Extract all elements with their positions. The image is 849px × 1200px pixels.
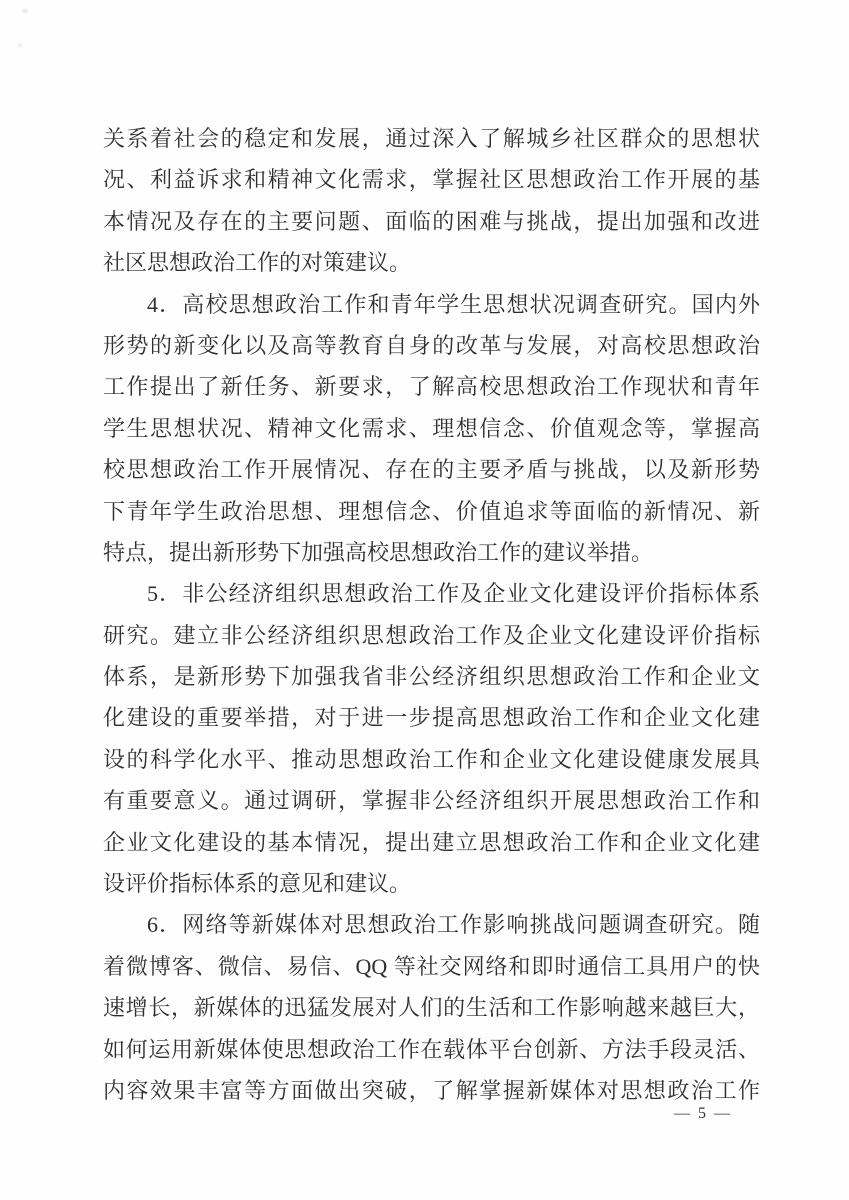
text-line: 6．网络等新媒体对思想政治工作影响挑战问题调查研究。随 <box>147 912 760 938</box>
text-line: 体系，是新形势下加强我省非公经济组织思想政治工作和企业文 <box>103 664 760 690</box>
text-line: 关系着社会的稳定和发展，通过深入了解城乡社区群众的思想状 <box>103 126 760 151</box>
text-line: 特点，提出新形势下加强高校思想政治工作的建议举措。 <box>103 539 654 565</box>
paragraph-item-5 <box>103 573 760 904</box>
paragraph-item-6 <box>103 904 760 1111</box>
footer-dash-left: — <box>674 1105 691 1122</box>
text-line: 研究。建立非公经济组织思想政治工作及企业文化建设评价指标 <box>103 622 760 648</box>
text-line: 校思想政治工作开展情况、存在的主要矛盾与挑战，以及新形势 <box>103 457 760 483</box>
text-line: 工作提出了新任务、新要求，了解高校思想政治工作现状和青年 <box>103 374 760 400</box>
text-line: 下青年学生政治思想、理想信念、价值追求等面临的新情况、新 <box>103 498 760 524</box>
text-line: 着微博客、微信、易信、QQ 等社交网络和即时通信工具用户的快 <box>103 953 760 979</box>
text-line: 内容效果丰富等方面做出突破，了解掌握新媒体对思想政治工作 <box>103 1077 760 1103</box>
paragraph-item-4 <box>103 284 760 574</box>
paragraph-continuation <box>103 118 760 284</box>
text-line: 4．高校思想政治工作和青年学生思想状况调查研究。国内外 <box>147 291 760 317</box>
text-line: 化建设的重要举措，对于进一步提高思想政治工作和企业文化建 <box>103 705 760 731</box>
scan-speck <box>22 9 28 13</box>
text-line: 社区思想政治工作的对策建议。 <box>103 250 412 276</box>
text-line: 况、利益诉求和精神文化需求，掌握社区思想政治工作开展的基 <box>103 167 760 193</box>
page-number <box>674 1105 731 1123</box>
text-line: 形势的新变化以及高等教育自身的改革与发展，对高校思想政治 <box>103 332 760 358</box>
text-line: 如何运用新媒体使思想政治工作在载体平台创新、方法手段灵活、 <box>103 1036 760 1062</box>
text-line: 5．非公经济组织思想政治工作及企业文化建设评价指标体系 <box>147 581 760 607</box>
text-line: 企业文化建设的基本情况，提出建立思想政治工作和企业文化建 <box>103 829 760 855</box>
document-body <box>103 118 760 1111</box>
footer-dash-right: — <box>714 1105 731 1122</box>
text-line: 设评价指标体系的意见和建议。 <box>103 871 412 897</box>
scan-speck <box>18 44 22 47</box>
footer-page-number: 5 <box>698 1105 707 1122</box>
text-line: 设的科学化水平、推动思想政治工作和企业文化建设健康发展具 <box>103 746 760 772</box>
text-line: 速增长，新媒体的迅猛发展对人们的生活和工作影响越来越巨大， <box>103 995 760 1021</box>
text-line: 本情况及存在的主要问题、面临的困难与挑战，提出加强和改进 <box>103 208 760 234</box>
text-line: 学生思想状况、精神文化需求、理想信念、价值观念等，掌握高 <box>103 415 760 441</box>
text-line: 有重要意义。通过调研，掌握非公经济组织开展思想政治工作和 <box>103 788 760 814</box>
